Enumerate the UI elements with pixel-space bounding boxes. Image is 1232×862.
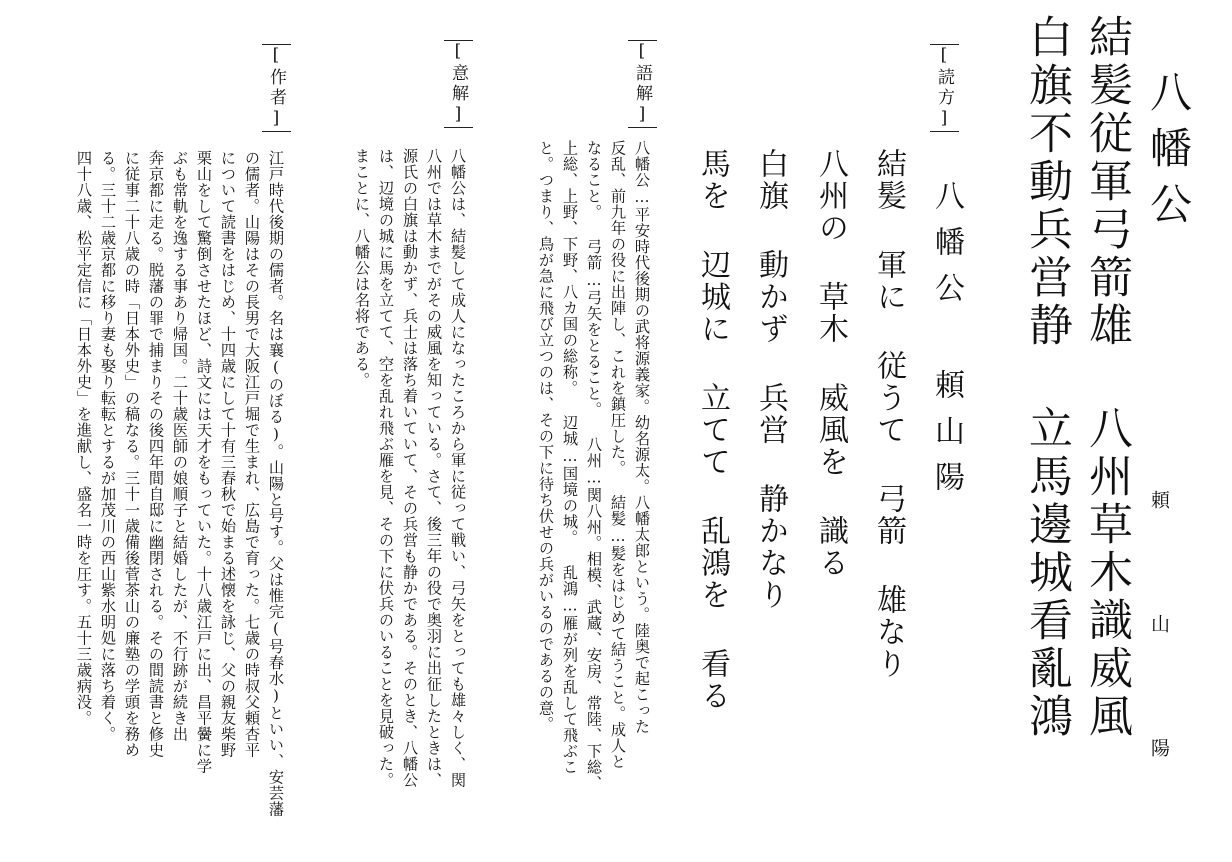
author-bio-line-8: る。三十二歳京都に移り妻も娶り転転とするが加茂川の西山紫水明処に落ち着く。 <box>99 150 117 742</box>
meaning-line-3: 源氏の白旗は動かず、兵士は落ち着いていて、その兵営も静かである。そのとき、八幡公 <box>401 148 419 788</box>
reading-line-3: 八州の 草木 威風を 識る <box>813 148 848 579</box>
reading-section-label: [読方] <box>930 44 959 132</box>
author-bio-line-6: 奔京都に走る。脱藩の罪で捕まりその後四年間自邸に幽閉される。その間読書と修史 <box>147 150 165 758</box>
glossary-section-label: [語解] <box>628 40 657 128</box>
glossary-line-2: 反乱、前九年の役に出陣し、これを鎮圧した。 結髪…髪をはじめて結うこと。成人と <box>609 140 627 770</box>
meaning-line-1: 八幡公は、結髪して成人になったころから軍に従って戦い、弓矢をとっても雄々しく、関 <box>449 148 467 788</box>
author-bio-line-7: に従事二十八歳の時「日本外史」の稿なる。三十一歳備後菅茶山の廉塾の学頭を務め <box>123 150 141 758</box>
author-section-label: [作者] <box>262 44 291 132</box>
glossary-line-3: なること。 弓箭…弓矢をとること。 八州…関八州。相模、武蔵、安房、常陸、下総、 <box>585 140 603 792</box>
meaning-line-5: まことに、八幡公は名将である。 <box>353 148 371 388</box>
reading-line-4: 白旗 動かず 兵営 静かなり <box>753 148 788 611</box>
glossary-line-4: 上総、上野、下野、八カ国の総称。 辺城…国境の城。 乱鴻…雁が列を乱して飛ぶこ <box>561 140 579 776</box>
poem-line-1: 結髪従軍弓箭雄 八州草木識威風 <box>1081 14 1132 741</box>
author-name: 頼山陽 <box>1148 490 1170 862</box>
meaning-line-4: は、辺境の城に馬を立てて、空を乱れ飛ぶ雁を見、その下に伏兵のいることを見破った。 <box>377 148 395 788</box>
author-bio-line-4: 栗山をして驚倒させたほど、詩文には天才をもっていた。十八歳江戸に出、昌平黌に学 <box>195 150 213 774</box>
meaning-line-2: 八州では草木までがその威風を知っている。さて、後三年の役で奥羽に出征したときは、 <box>425 148 443 788</box>
author-bio-line-2: の儒者。山陽はその長男で大阪江戸堀で生まれ、広島で育った。七歳の時叔父頼杏平 <box>243 150 261 758</box>
meaning-section-label: [意解] <box>444 40 473 128</box>
author-bio-line-1: 江戸時代後期の儒者。名は襄(のぼる)。山陽と号す。父は惟完(号春水)といい、安芸藩 <box>267 150 285 818</box>
author-bio-line-9: 四十八歳、松平定信に「日本外史」を進献し、盛名一時を圧す。五十三歳病没。 <box>75 150 93 726</box>
author-bio-line-5: ぶも常軌を逸する事あり帰国。二十歳医師の娘順子と結婚したが、不行跡が続き出 <box>171 150 189 742</box>
author-bio-line-3: について読書をはじめ、十四歳にして十有三春秋で始まる述懐を詠じ、父の親友柴野 <box>219 150 237 758</box>
poem-line-2: 白旗不動兵営静 立馬邊城看亂鴻 <box>1021 14 1072 741</box>
glossary-line-1: 八幡公…平安時代後期の武将源義家。幼名源太。八幡太郎という。陸奥で起こった <box>633 140 651 735</box>
reading-line-1: 八幡公 頼山陽 <box>929 180 964 507</box>
reading-line-5: 馬を 辺城に 立てて 乱鴻を 看る <box>695 148 730 712</box>
poem-title: 八幡公 <box>1144 70 1193 238</box>
reading-line-2: 結髪 軍に 従うて 弓箭 雄なり <box>871 148 906 680</box>
glossary-line-5: と。つまり、鳥が急に飛び立つのは、その下に待ち伏せの兵がいるのであるの意。 <box>537 140 555 732</box>
